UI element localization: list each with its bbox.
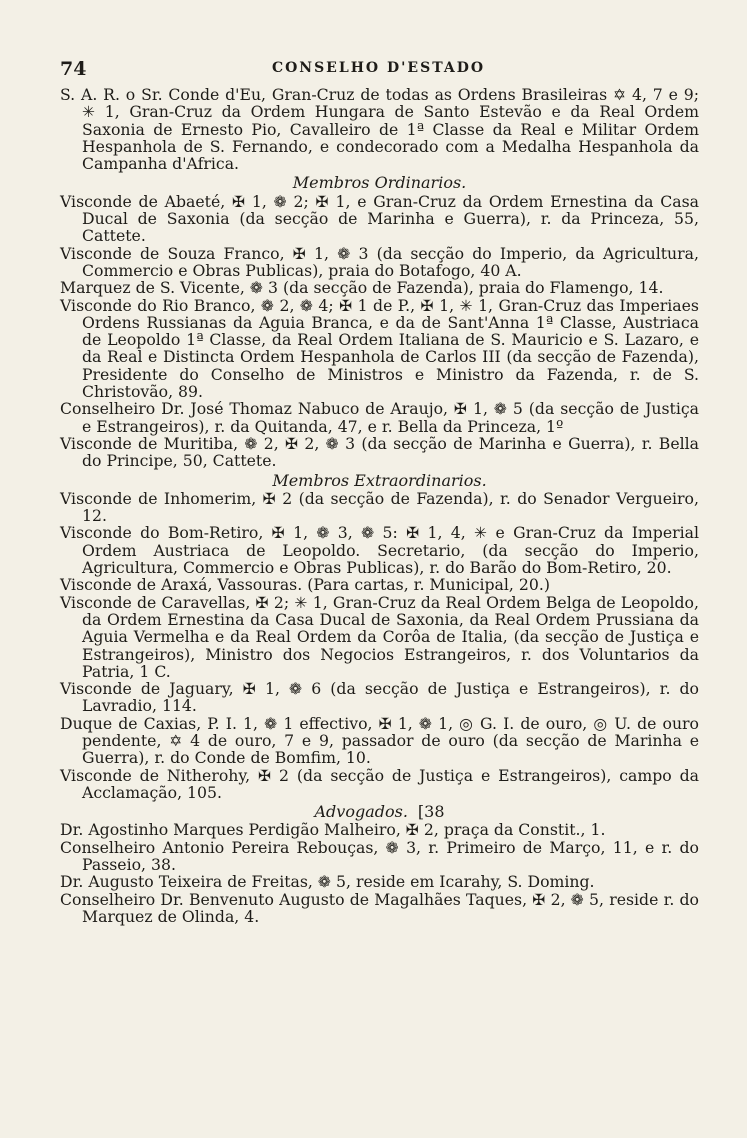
member-entry: Duque de Caxias, P. I. 1, ❁ 1 effectivo, ✠ 1, ❁ 1, ◎ G. I. de ouro, ◎ U. de ouro pendente, ✡ 4 de ouro, 7 e 9, passador de ouro (da secção de Marinha e Guerra), r. do Conde de Bomfim, 10. bbox=[60, 713, 699, 768]
running-head bbox=[60, 58, 697, 82]
section-heading-advogados bbox=[60, 803, 699, 820]
page-body bbox=[60, 86, 699, 925]
intro-entry: S. A. R. o Sr. Conde d'Eu, Gran-Cruz de todas as Ordens Brasileiras ✡ 4, 7 e 9; ✳ 1, Gran-Cruz da Ordem Hungara de Santo Estevão e da Real Ordem Saxonia de Ernesto Pio, Cavalleiro de 1ª Classe da Real e Militar Ordem Hespanhola de S. Fernando, e condecorado com a Medalha Hespanhola da Campanha d'Africa. bbox=[60, 85, 699, 174]
member-entry: Visconde de Caravellas, ✠ 2; ✳ 1, Gran-Cruz da Real Ordem Belga de Leopoldo, da Ordem Ernestina da Casa Ducal de Saxonia, da Real Ordem Prussiana da Aguia Vermelha e da Real Ordem da Corôa de Italia, (da secção de Justiça e Estrangeiros), Ministro dos Negocios Estrangeiros, r. dos Voluntarios da Patria, 1 C. bbox=[60, 592, 699, 681]
section-heading-text: Advogados. bbox=[314, 802, 408, 822]
member-entry: Visconde de Nitherohy, ✠ 2 (da secção de Justiça e Estrangeiros), campo da Acclamação, 105. bbox=[60, 765, 699, 802]
advogado-entry: Dr. Augusto Teixeira de Freitas, ❁ 5, reside em Icarahy, S. Doming. bbox=[60, 872, 595, 892]
member-entry: Visconde de Abaeté, ✠ 1, ❁ 2; ✠ 1, e Gran-Cruz da Ordem Ernestina da Casa Ducal de Saxonia (da secção de Marinha e Guerra), r. da Princeza, 55, Cattete. bbox=[60, 191, 699, 246]
member-entry: Conselheiro Dr. José Thomaz Nabuco de Araujo, ✠ 1, ❁ 5 (da secção de Justiça e Estrangeiros), r. da Quitanda, 47, e r. Bella da Princeza, 1º bbox=[60, 399, 699, 436]
member-entry: Marquez de S. Vicente, ❁ 3 (da secção de Fazenda), praia do Flamengo, 14. bbox=[60, 278, 664, 298]
section-heading-text: Membros Ordinarios. bbox=[292, 173, 467, 193]
member-entry: Visconde de Jaguary, ✠ 1, ❁ 6 (da secção de Justiça e Estrangeiros), r. do Lavradio, 114. bbox=[60, 679, 699, 716]
signature-mark: [38 bbox=[417, 802, 445, 822]
page-number: 74 bbox=[60, 58, 87, 80]
member-entry: Visconde de Muritiba, ❁ 2, ✠ 2, ❁ 3 (da secção de Marinha e Guerra), r. Bella do Principe, 50, Cattete. bbox=[60, 433, 699, 471]
advogado-entry: Conselheiro Dr. Benvenuto Augusto de Magalhães Taques, ✠ 2, ❁ 5, reside r. do Marquez de Olinda, 4. bbox=[60, 889, 699, 926]
section-heading-extraordinarios bbox=[60, 472, 699, 489]
advogado-entry: Dr. Agostinho Marques Perdigão Malheiro, ✠ 2, praça da Constit., 1. bbox=[60, 820, 606, 840]
section-heading-text: Membros Extraordinarios. bbox=[272, 470, 487, 490]
member-entry: Visconde do Rio Branco, ❁ 2, ❁ 4; ✠ 1 de P., ✠ 1, ✳ 1, Gran-Cruz das Imperiaes Ordens Russianas da Aguia Branca, e da de Sant'Anna 1ª Classe, Austriaca de Leopoldo 1ª Classe, da Real Ordem Italiana de S. Mauricio e S. Lazaro, e da Real e Distincta Ordem Hespanhola de Carlos III (da secção de Fazenda), Presidente do Conselho de Ministros e Ministro da Fazenda, r. de S. Christovão, 89. bbox=[60, 295, 699, 402]
member-entry: Visconde de Souza Franco, ✠ 1, ❁ 3 (da secção do Imperio, da Agricultura, Commercio e Obras Publicas), praia do Botafogo, 40 A. bbox=[60, 243, 699, 280]
section-heading-ordinarios bbox=[60, 174, 699, 191]
member-entry: Visconde de Inhomerim, ✠ 2 (da secção de Fazenda), r. do Senador Vergueiro, 12. bbox=[60, 488, 699, 526]
header-title: CONSELHO D'ESTADO bbox=[271, 60, 486, 76]
advogado-entry: Conselheiro Antonio Pereira Rebouças, ❁ 3, r. Primeiro de Março, 11, e r. do Passeio, 38. bbox=[60, 837, 699, 875]
member-entry: Visconde do Bom-Retiro, ✠ 1, ❁ 3, ❁ 5: ✠ 1, 4, ✳ e Gran-Cruz da Imperial Ordem Austriaca de Leopoldo. Secretario, (da secção do Imperio, Agricultura, Commercio e Obras Publicas), r. do Barão do Bom-Retiro, 20. bbox=[60, 523, 699, 578]
member-entry: Visconde de Araxá, Vassouras. (Para cartas, r. Municipal, 20.) bbox=[60, 575, 550, 595]
